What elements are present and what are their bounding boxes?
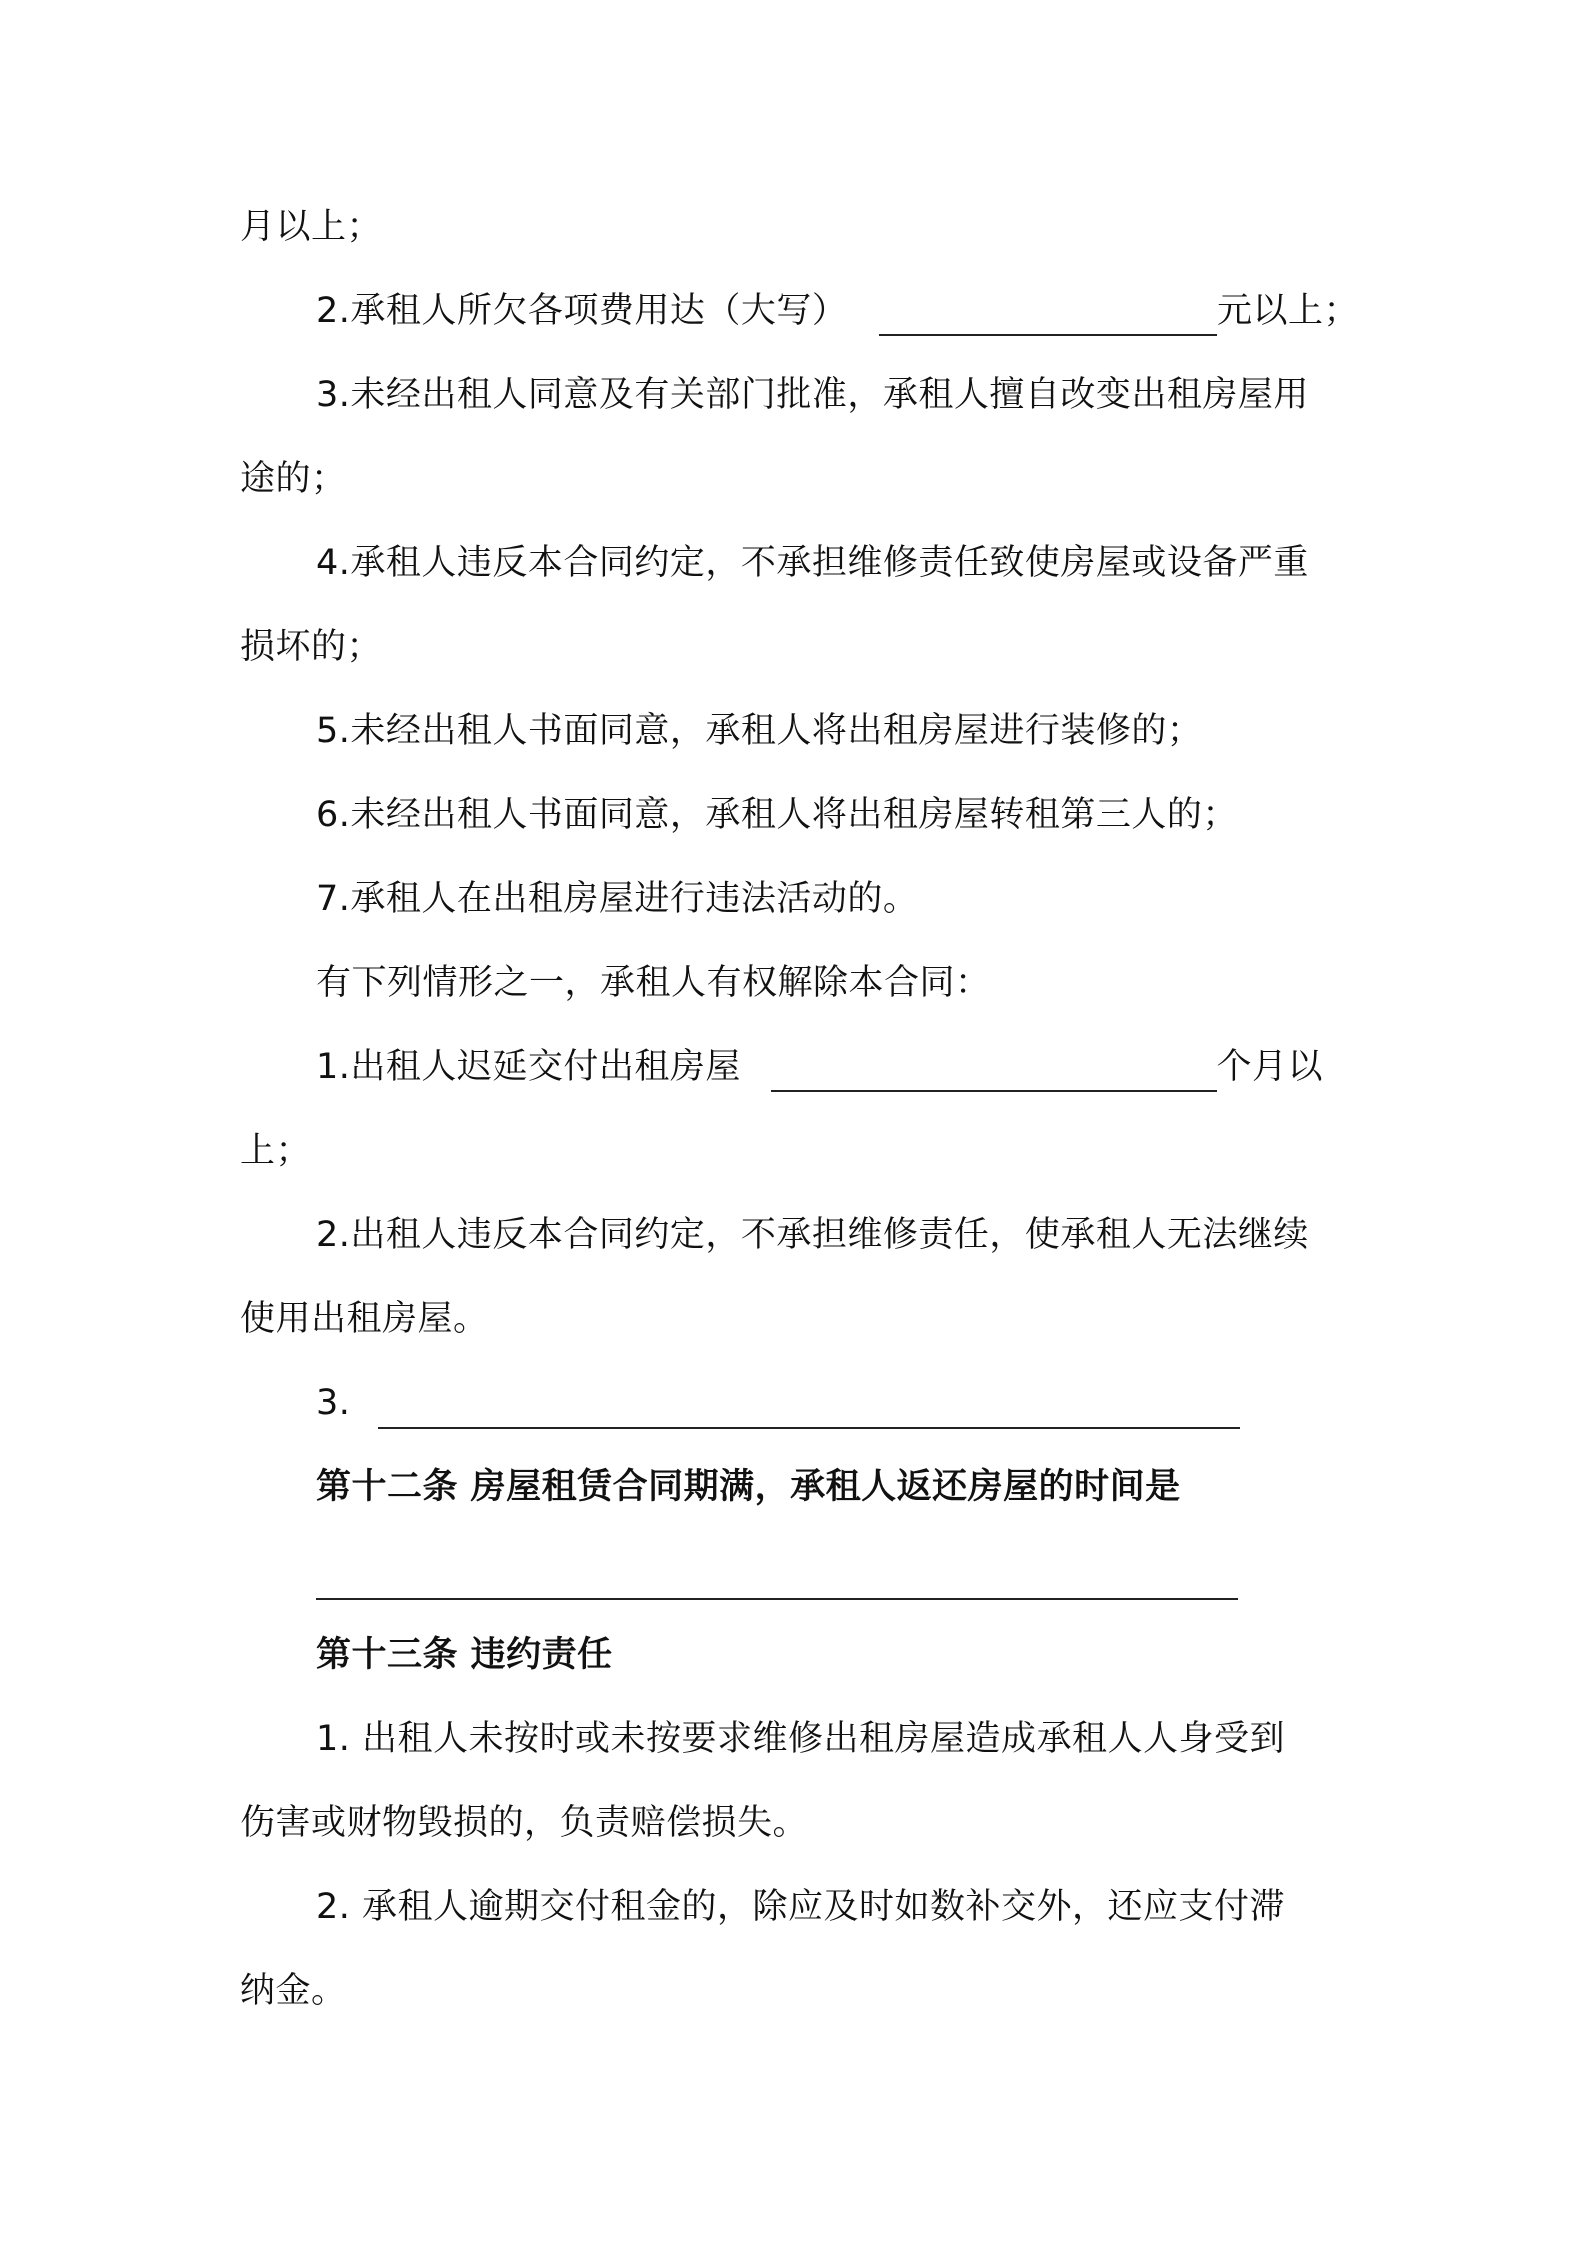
text-line: 伤害或财物毁损的，负责赔偿损失。 xyxy=(240,1803,809,1843)
article-heading: 第十二条 房屋租赁合同期满，承租人返还房屋的时间是 xyxy=(316,1467,1181,1507)
article-heading: 第十三条 违约责任 xyxy=(316,1635,613,1675)
clause-item: 5.未经出租人书面同意，承租人将出租房屋进行装修的； xyxy=(316,711,1203,751)
clause-item xyxy=(316,286,1359,336)
text-line: 上； xyxy=(240,1131,312,1171)
clause-item xyxy=(316,1042,1323,1092)
clause-item: 3.未经出租人同意及有关部门批准，承租人擅自改变出租房屋用 xyxy=(316,375,1309,415)
text-line: 损坏的； xyxy=(240,627,383,667)
text-line: 途的； xyxy=(240,459,347,499)
text-line: 纳金。 xyxy=(240,1971,347,2011)
fill-in-blank-months[interactable] xyxy=(771,1050,1217,1092)
clause-item: 6.未经出租人书面同意，承租人将出租房屋转租第三人的； xyxy=(316,795,1238,835)
clause-item xyxy=(316,1378,350,1428)
clause-text-tail: 个月以 xyxy=(1216,1047,1324,1087)
text-line: 使用出租房屋。 xyxy=(240,1299,489,1339)
fill-in-blank-return-time[interactable] xyxy=(316,1598,1238,1600)
fill-in-blank-other[interactable] xyxy=(378,1427,1240,1429)
paragraph-intro: 有下列情形之一，承租人有权解除本合同： xyxy=(316,963,991,1003)
clause-item: 1. 出租人未按时或未按要求维修出租房屋造成承租人人身受到 xyxy=(316,1719,1286,1759)
clause-item: 2.出租人违反本合同约定，不承担维修责任，使承租人无法继续 xyxy=(316,1215,1309,1255)
clause-item: 2. 承租人逾期交付租金的，除应及时如数补交外，还应支付滞 xyxy=(316,1887,1286,1927)
text-line: 月以上； xyxy=(240,207,383,247)
clause-text: 1.出租人迟延交付出租房屋 xyxy=(316,1047,741,1087)
clause-text-tail: 元以上； xyxy=(1217,291,1360,331)
fill-in-blank-amount[interactable] xyxy=(879,294,1217,336)
clause-text: 2.承租人所欠各项费用达（大写） xyxy=(316,291,848,331)
clause-item: 4.承租人违反本合同约定，不承担维修责任致使房屋或设备严重 xyxy=(316,543,1309,583)
clause-item: 7.承租人在出租房屋进行违法活动的。 xyxy=(316,879,919,919)
clause-number: 3. xyxy=(316,1383,351,1423)
